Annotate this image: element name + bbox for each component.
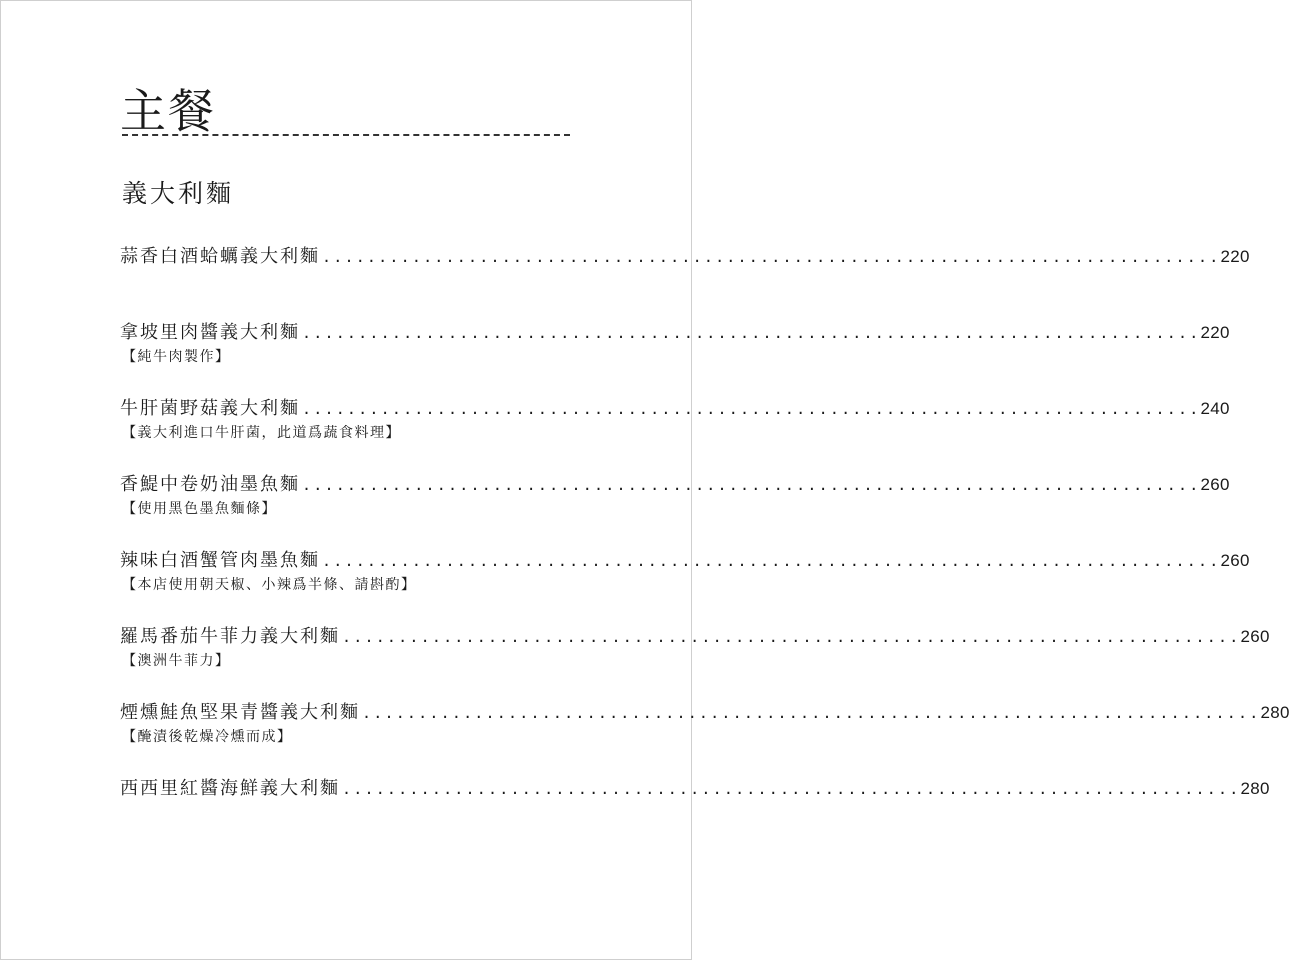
menu-item-name: 香鯷中卷奶油墨魚麵 [120, 474, 300, 495]
page-title: 主餐 [120, 84, 216, 138]
menu-item-name: 西西里紅醬海鮮義大利麵 [120, 778, 340, 799]
menu-item [120, 775, 1270, 851]
menu-item-line [120, 775, 1270, 803]
menu-item-note: 【本店使用朝天椒、小辣爲半條、請斟酌】 [122, 577, 417, 593]
menu-item [120, 699, 1290, 775]
menu-item [120, 623, 1270, 699]
dot-leader: ................................................................................ [342, 628, 1241, 646]
menu-item [120, 547, 1250, 623]
menu-item-price: 280 [1260, 703, 1290, 722]
menu-item-name: 辣味白酒蟹管肉墨魚麵 [120, 550, 320, 571]
menu-item-price: 260 [1200, 475, 1230, 494]
menu-item-line [120, 623, 1270, 651]
menu-item-name: 羅馬番茄牛菲力義大利麵 [120, 626, 340, 647]
menu-item-price: 220 [1220, 247, 1250, 266]
menu-item-line [120, 243, 1250, 271]
menu-item-line [120, 395, 1230, 423]
menu-item-note: 【使用黑色墨魚麵條】 [122, 501, 277, 517]
menu-item [120, 395, 1230, 471]
dot-leader: ................................................................................ [302, 324, 1201, 342]
title-divider [122, 134, 570, 136]
menu-item-price: 240 [1200, 399, 1230, 418]
menu-item-name: 煙燻鮭魚堅果青醬義大利麵 [120, 702, 360, 723]
menu-item [120, 471, 1230, 547]
dot-leader: ................................................................................ [302, 476, 1201, 494]
menu-item [120, 243, 1250, 319]
menu-item-price: 260 [1240, 627, 1270, 646]
menu-item-line [120, 319, 1230, 347]
dot-leader: ................................................................................ [342, 780, 1241, 798]
menu-item-line [120, 471, 1230, 499]
menu-item-note: 【純牛肉製作】 [122, 349, 231, 365]
menu-item-line [120, 699, 1290, 727]
menu-item-name: 蒜香白酒蛤蠣義大利麵 [120, 246, 320, 267]
menu-item-line [120, 547, 1250, 575]
dot-leader: ................................................................................ [322, 552, 1221, 570]
menu-item-name: 拿坡里肉醬義大利麵 [120, 322, 300, 343]
dot-leader: ................................................................................ [302, 400, 1201, 418]
menu-item-note: 【義大利進口牛肝菌，此道爲蔬食料理】 [122, 425, 401, 441]
menu-list [120, 243, 1290, 851]
menu-item [120, 319, 1230, 395]
section-title: 義大利麵 [122, 179, 235, 208]
menu-item-price: 260 [1220, 551, 1250, 570]
dot-leader: ................................................................................ [322, 248, 1221, 266]
menu-item-price: 280 [1240, 779, 1270, 798]
menu-item-name: 牛肝菌野菇義大利麵 [120, 398, 300, 419]
menu-item-price: 220 [1200, 323, 1230, 342]
dot-leader: ................................................................................ [362, 704, 1261, 722]
menu-item-note: 【醃漬後乾燥冷燻而成】 [122, 729, 293, 745]
menu-item-note: 【澳洲牛菲力】 [122, 653, 231, 669]
